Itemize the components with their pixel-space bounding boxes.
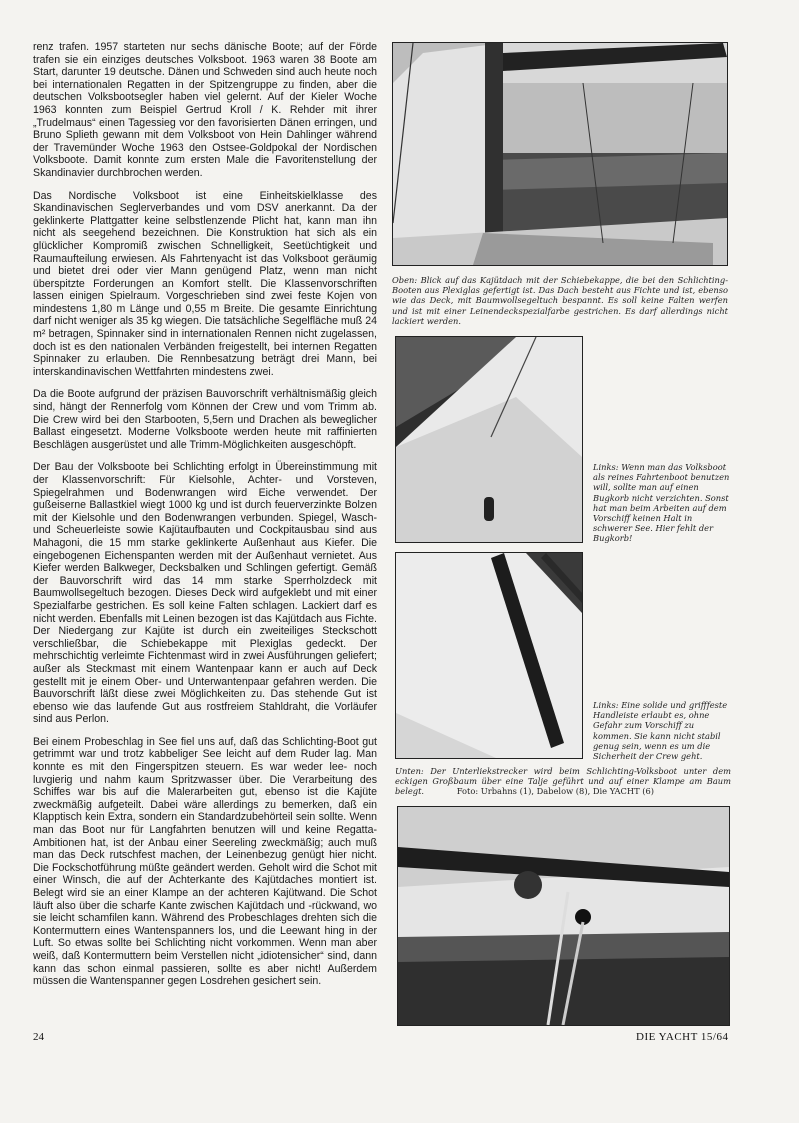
- photo-bow: [395, 336, 583, 543]
- article-body: [33, 41, 377, 998]
- photo-handrail: [395, 552, 583, 759]
- paragraph: Das Nordische Volksboot ist eine Einheitskielklasse des Skandinavischen Seglerverbandes und vom DSV anerkannt. Da der geklinkerte Plattgatter keine selbstlenzende Plicht hat, kann man ihn nicht als seegehend bezeichnen. Die Konstruktion hat sich als ein glücklicher Kompromiß zwischen Schnelligkeit, Seetüchtigkeit und Raumaufteilung erwiesen. Als Fahrtenyacht ist das Volksboot geräumig und bietet drei oder vier Mann genügend Platz, wenn man nicht überspitzte Forderungen an Komfort stellt. Die Klassenvorschriften lassen einigen Spielraum. Vorgeschrieben sind zwei feste Kojen von mindestens 1,80 m Länge und 0,55 m Breite. Die gesamte Einrichtung darf nicht weniger als 35 kg wiegen. Die tatsächliche Segelfläche muß 24 m² betragen, Spinnaker sind in internationalen Rennen nicht zugelassen, doch ist es den nationalen Verbänden freigestellt, bei internen Regatten Spinnaker zu erlauben. Die Rennbesatzung beträgt drei Mann, bei interskandinavischen Wettfahrten mindestens zwei.: [33, 189, 377, 378]
- photo-credit: Foto: Urbahns (1), Dabelow (8), Die YACHT (6): [456, 786, 655, 797]
- caption-top: Oben: Blick auf das Kajütdach mit der Schiebekappe, die bei den Schlichting-Booten aus Plexiglas gefertigt ist. Das Dach besteht aus Fichte und ist, ebenso wie das Deck, mit Baumwollsegeltuch bespannt. Es soll keine Falten werfen und ist mit einer Leinendeckspezialfarbe gestrichen. Es darf allerdings nicht lackiert werden.: [392, 275, 728, 326]
- paragraph: renz trafen. 1957 starteten nur sechs dänische Boote; auf der Förde trafen sie ein einziges deutsches Volksboot. 1963 waren 38 Boote am Start, darunter 19 deutsche. Dänen und Schweden sind auch heute noch bei internationalen Regatten in der Spitzengruppe zu finden, aber die deutschen Volksbootsegler haben viel gelernt. Auf der Kieler Woche 1963 konnten zum Beispiel Gertrud Kroll / K. Rehder mit ihrer „Trudelmaus“ einen Tagessieg vor den favorisierten Dänen erringen, und Bruno Splieth gewann mit dem Volksboot von Hein Dahlinger während der Travemünder Woche 1963 den Ostsee-Goldpokal der Nordischen Volksboote. Damit konnte zum ersten Male die Favoritenstellung der Skandinavier durchbrochen werden.: [33, 41, 377, 179]
- caption-boom: [395, 766, 731, 797]
- paragraph: Bei einem Probeschlag in See fiel uns auf, daß das Schlichting-Boot gut getrimmt war und trotz kabbeliger See leicht auf dem Ruder lag. Man konnte es mit den Fingerspitzen steuern. Es war weder lee- noch luvgierig und nahm kaum Spritzwasser über. Die Verarbeitung des Schiffes war bis auf die Malerarbeiten gut, ebenso ist die Kajüte zweckmäßig aufgeteilt. Dabei wäre allerdings zu bemerken, daß ein Klapptisch kein Extra, sondern ein Standardzubehörteil sein sollte. Wenn man das Boot nur für Langfahrten benutzen will und keine Regatta-Ambitionen hat, ist der Anbau einer Seereling zweckmäßig; auch muß man das Deck rutschfest machen, der Leinenbezug genügt hier nicht. Die Fockschotführung müßte geändert werden. Geholt wird die Schot mit einer Winsch, die auf der Achterkante des Kajütdaches montiert ist. Belegt wird sie an einer Klampe an der achteren Kajütwand. Die Schot läuft also über die scharfe Kante zwischen Kajütdach und -rückwand, wo sie leicht schamfilen kann. Während des Probeschlages drehten sich die Kontermuttern eines Wantenspanners los, und die Leewant hing in der Luft. So etwas sollte bei Schlichting nicht vorkommen. Wenn man aber weiß, daß Kontermuttern beim Verstellen nicht „idiotensicher“ sind, dann kann das schon einmal passieren, sollte es aber nicht! Außerdem müssen die Wantenspanner gegen Losdrehen gesichert sein.: [33, 735, 377, 988]
- photo-cabin-roof: [392, 42, 728, 266]
- photo-boom: [397, 806, 730, 1026]
- paragraph: Der Bau der Volksboote bei Schlichting erfolgt in Übereinstimmung mit der Klassenvorschrift: Für Kielsohle, Achter- und Vorsteven, Spiegelrahmen und Bodenwrangen wird Eiche verwendet. Der gußeiserne Ballastkiel wiegt 1000 kg und ist durch feuerverzinkte Bolzen mit der Kielsohle und den Bodenwrangen verbunden. Spiegel, Wasch- und Scheuerleiste sowie Kajütaufbauten und Cockpitausbau sind aus Mahagoni, die 15 mm starke geklinkerte Außenhaut aus Kiefer. Die eingebogenen Eichenspanten werden mit der Außenhaut vernietet. Aus Kiefer werden Balkweger, Decksbalken und Schlingen gefertigt. Gemäß der Bauvorschrift wird das 14 mm starke Sperrholzdeck mit Baumwollsegeltuch bezogen. Dieses Deck wird aufgeklebt und mit einer Spezialfarbe gestrichen. Es soll keine Falten schlagen. Lackiert darf es nicht werden. Ebenfalls mit Leinen bezogen ist das Kajütdach aus Fichte. Der Niedergang zur Kajüte ist durch ein zweiteiliges Steckschott verschließbar, die Schiebekappe mit Plexiglas gedeckt. Der mehrschichtig verleimte Fichtenmast wird in zwei Ausführungen geliefert; außer als Steckmast mit einem Wantenpaar kann er auch auf Deck gestellt mit je einem Ober- und Unterwantenpaar gefahren werden. Die Bauvorschrift läßt diese zwei Möglichkeiten zu. Das stehende Gut ist ebenso wie das laufende Gut aus rostfreiem Stahldraht, die Vorläufer sind aus Perlon.: [33, 461, 377, 726]
- caption-boom-text: Unten: Der Unterliekstrecker wird beim Schlichting-Volksboot unter dem eckigen Großbaum über eine Talje geführt und auf einer Klampe am Baum belegt.: [395, 766, 731, 797]
- page-number: 24: [33, 1031, 44, 1043]
- caption-handrail: Links: Eine solide und grifffeste Handleiste erlaubt es, ohne Gefahr zum Vorschiff zu kommen. Sie kann nicht stabil genug sein, wenn es um die Sicherheit der Crew geht.: [593, 700, 728, 762]
- paragraph: Da die Boote aufgrund der präzisen Bauvorschrift verhältnismäßig gleich sind, hängt der Rennerfolg vom Können der Crew und vom Trimm ab. Die Crew wird bei den Starbooten, 5,5ern und Drachen als beweglicher Ballast eingesetzt. Moderne Volksboote werden heute mit raffinierten Beschlägen ausgerüstet und alle Trimm-Möglichkeiten ausgeschöpft.: [33, 388, 377, 451]
- caption-bow: Links: Wenn man das Volksboot als reines Fahrtenboot benutzen will, sollte man auf einen Bugkorb nicht verzichten. Sonst hat man beim Arbeiten auf dem Vorschiff keinen Halt in schwerer See. Hier fehlt der Bugkorb!: [593, 462, 730, 544]
- magazine-issue: DIE YACHT 15/64: [636, 1031, 729, 1043]
